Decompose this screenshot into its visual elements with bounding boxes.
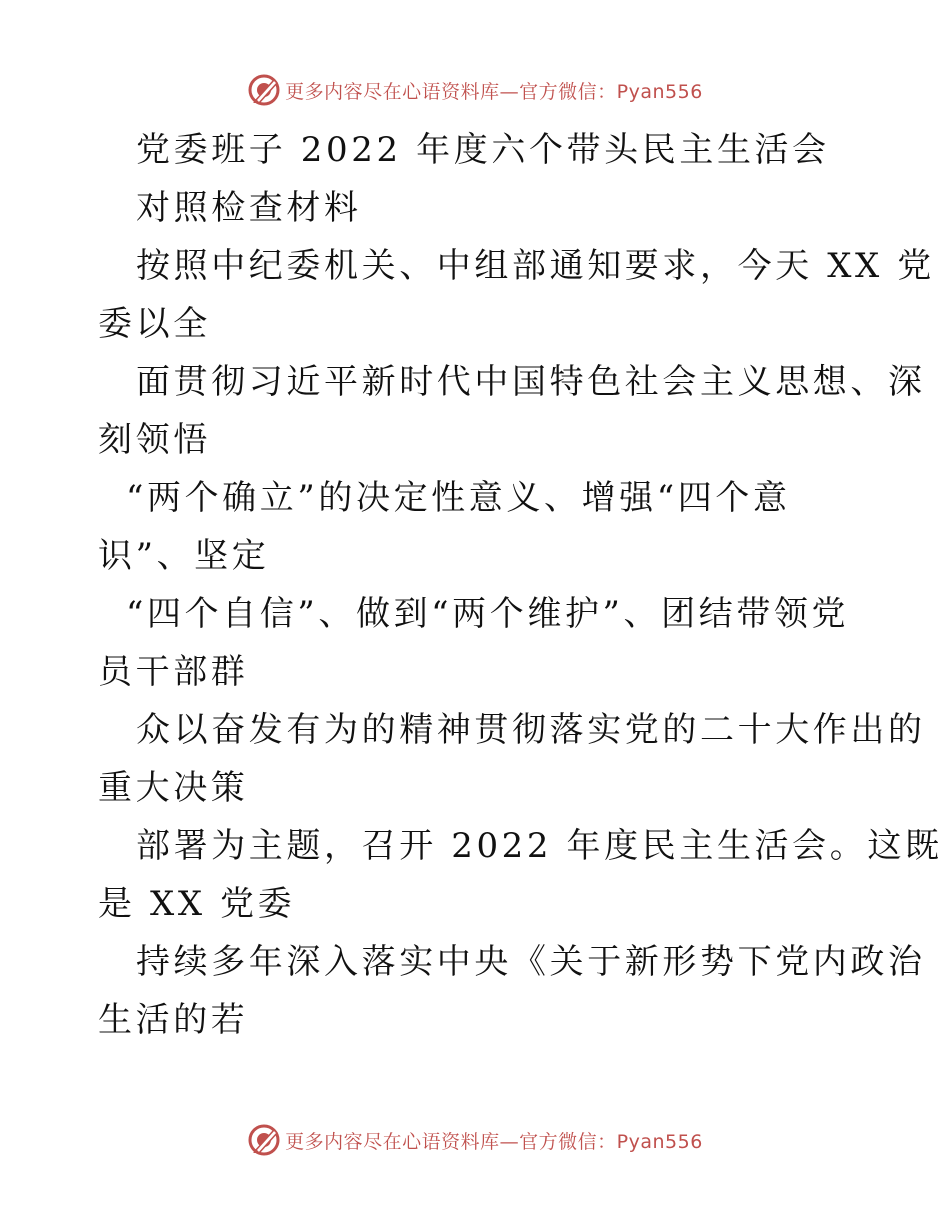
watermark-wechat-id: Pyan556 xyxy=(616,1130,703,1153)
document-title: 党委班子 2022 年度六个带头民主生活会 xyxy=(136,130,830,170)
watermark-label: 更多内容尽在心语资料库—官方微信： xyxy=(285,80,617,103)
paragraph-line: “四个自信”、做到“两个维护”、团结带领党 xyxy=(126,594,850,634)
header-watermark xyxy=(0,70,950,110)
header-watermark-text xyxy=(285,77,703,104)
paragraph-line: 员干部群 xyxy=(98,652,249,692)
footer-watermark-text xyxy=(285,1127,703,1154)
paragraph-line: 是 XX 党委 xyxy=(98,884,296,924)
paragraph-line: 部署为主题，召开 2022 年度民主生活会。这既 xyxy=(136,826,943,866)
document-subtitle: 对照检查材料 xyxy=(136,188,362,228)
paragraph-line: 按照中纪委机关、中组部通知要求，今天 XX 党 xyxy=(136,246,935,286)
pen-logo-icon xyxy=(247,1123,281,1157)
paragraph-line: “两个确立”的决定性意义、增强“四个意 xyxy=(126,478,791,518)
paragraph-line: 面贯彻习近平新时代中国特色社会主义思想、深 xyxy=(136,362,926,402)
paragraph-line: 生活的若 xyxy=(98,1000,249,1040)
watermark-wechat-id: Pyan556 xyxy=(616,80,703,103)
paragraph-line: 持续多年深入落实中央《关于新形势下党内政治 xyxy=(136,942,926,982)
watermark-label: 更多内容尽在心语资料库—官方微信： xyxy=(285,1130,617,1153)
paragraph-line: 委以全 xyxy=(98,304,211,344)
paragraph-line: 重大决策 xyxy=(98,768,249,808)
pen-logo-icon xyxy=(247,73,281,107)
footer-watermark xyxy=(0,1120,950,1160)
paragraph-line: 众以奋发有为的精神贯彻落实党的二十大作出的 xyxy=(136,710,926,750)
paragraph-line: 刻领悟 xyxy=(98,420,211,460)
paragraph-line: 识”、坚定 xyxy=(98,536,270,576)
